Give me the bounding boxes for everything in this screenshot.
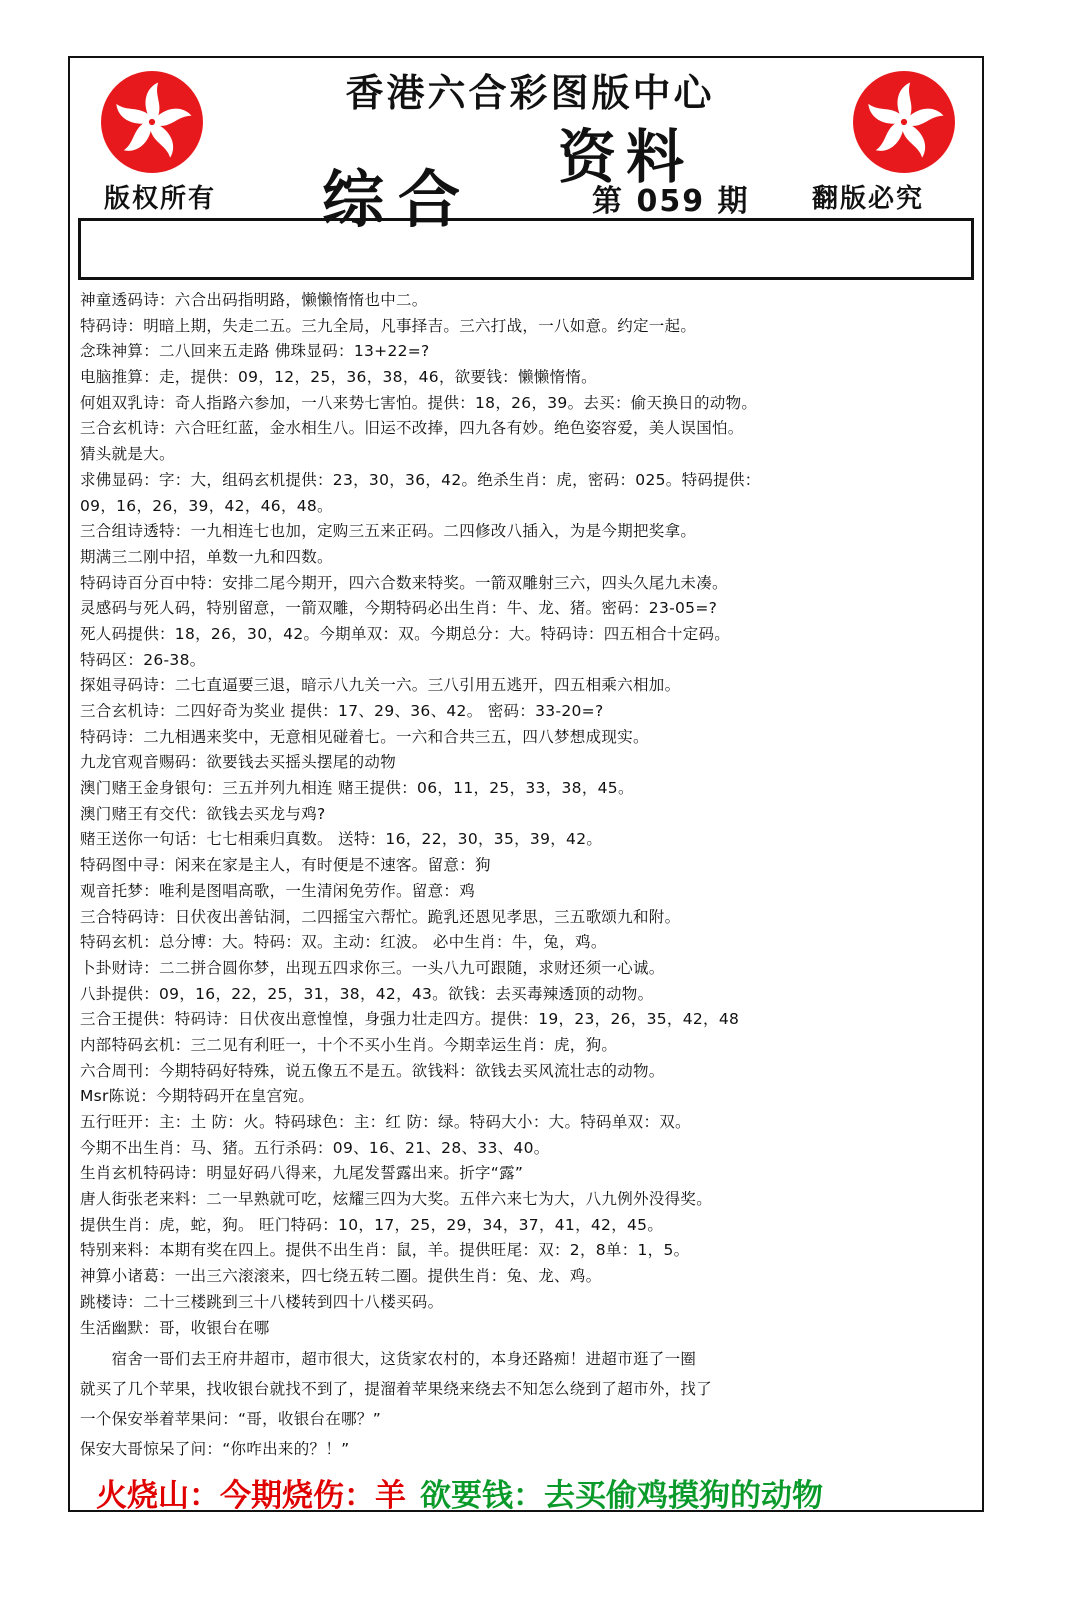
anti-piracy-label: 翻版必究 <box>812 184 925 214</box>
text-line: 今期不出生肖：马、猪。五行杀码：09、16、21、28、33、40。 <box>80 1138 550 1157</box>
humor-story <box>80 1344 980 1464</box>
content-body <box>80 288 980 1341</box>
text-line: 三合王提供：特码诗：日伏夜出意惶惶，身强力壮走四方。提供：19，23，26，35，42，48 <box>80 1010 740 1029</box>
text-line: 澳门赌王金身银句：三五并列九相连 赌王提供：06，11，25，33，38，45。 <box>80 779 634 798</box>
text-line: 死人码提供：18，26，30，42。今期单双：双。今期总分：大。特码诗：四五相合十定码。 <box>80 624 731 643</box>
text-line: 特码诗：二九相遇来奖中，无意相见碰着七。一六和合共三五，四八梦想成现实。 <box>80 727 649 746</box>
text-line: 三合玄机诗：六合旺红蓝，金水相生八。旧运不改捧，四九各有妙。绝色姿容爱，美人误国怕。 <box>80 419 744 438</box>
text-line: 特码诗百分百中特：安排二尾今期开，四六合数来特奖。一箭双雕射三六，四头久尾九未凑。 <box>80 573 728 592</box>
text-line: 探姐寻码诗：二七直逼要三退，暗示八九关一六。三八引用五逃开，四五相乘六相加。 <box>80 676 681 695</box>
issue-number: 第 059 期 <box>592 184 750 219</box>
page-title: 香港六合彩图版中心 <box>345 71 715 115</box>
text-line: 澳门赌王有交代：欲钱去买龙与鸡? <box>80 804 326 823</box>
story-line: 就买了几个苹果，找收银台就找不到了，提溜着苹果绕来绕去不知怎么绕到了超市外，找了 <box>80 1380 713 1398</box>
text-line: 特码图中寻：闲来在家是主人，有时便是不速客。留意：狗 <box>80 856 491 875</box>
text-line: 内部特码玄机：三二见有利旺一，十个不买小生肖。今期幸运生肖：虎，狗。 <box>80 1035 618 1054</box>
text-line: 赌王送你一句话：七七相乘归真数。 送特：16，22，30，35，39，42。 <box>80 830 603 849</box>
bauhinia-flower-icon <box>100 70 204 174</box>
text-line: Msr陈说：今期特码开在皇宫宛。 <box>80 1087 315 1106</box>
story-line: 保安大哥惊呆了问：“你咋出来的？！” <box>80 1440 350 1458</box>
copyright-label: 版权所有 <box>104 184 217 214</box>
story-line: 一个保安举着苹果问：“哥，收银台在哪？” <box>80 1410 382 1428</box>
text-line: 求佛显码：字：大，组码玄机提供：23，30，36，42。绝杀生肖：虎，密码：025。特码提供： <box>80 470 761 489</box>
text-line: 观音托梦：唯利是图唱高歌，一生清闲免劳作。留意：鸡 <box>80 881 476 900</box>
text-line: 特码玄机：总分博：大。特码：双。主动：红波。 必中生肖：牛，兔，鸡。 <box>80 933 607 952</box>
text-line: 特码区：26-38。 <box>80 650 206 669</box>
footer-red-text: 火烧山：今期烧伤：羊 <box>96 1478 406 1514</box>
text-line: 神童透码诗：六合出码指明路，懒懒惰惰也中二。 <box>80 291 428 309</box>
story-line: 宿舍一哥们去王府井超市，超市很大，这货家农村的，本身还路痴！进超市逛了一圈 <box>80 1350 697 1368</box>
text-line: 特别来料：本期有奖在四上。提供不出生肖：鼠，羊。提供旺尾：双：2，8单：1，5。 <box>80 1241 690 1260</box>
text-line: 生肖玄机特码诗：明显好码八得来，九尾发誓露出来。折字“露” <box>80 1164 524 1183</box>
text-line: 特码诗：明暗上期，失走二五。三九全局，凡事择吉。三六打战，一八如意。约定一起。 <box>80 316 697 335</box>
text-line: 八卦提供：09，16，22，25，31，38，42，43。欲钱：去买毒辣透顶的动物。 <box>80 984 654 1003</box>
text-line: 三合特码诗：日伏夜出善钻洞，二四摇宝六帮忙。跪乳还恩见孝思，三五歌颂九和附。 <box>80 907 681 926</box>
text-line: 生活幽默：哥，收银台在哪 <box>80 1318 270 1337</box>
text-line: 三合玄机诗：二四好奇为奖业 提供：17、29、36、42。 密码：33-20=? <box>80 702 604 720</box>
notice-box <box>78 218 974 280</box>
text-line: 何姐双乳诗：奇人指路六参加，一八来势七害怕。提供：18，26，39。去买：偷天换日的动物。 <box>80 393 758 412</box>
text-line: 09，16，26，39，42，46，48。 <box>80 496 333 515</box>
text-line: 五行旺开：主：土 防：火。特码球色：主：红 防：绿。特码大小：大。特码单双：双。 <box>80 1113 691 1131</box>
text-line: 提供生肖：虎，蛇，狗。 旺门特码：10，17，25，29，34，37，41，42，45。 <box>80 1215 664 1234</box>
text-line: 卜卦财诗：二二拼合圆你梦，出现五四求你三。一头八九可跟随，求财还须一心诚。 <box>80 958 665 977</box>
headline-big-left: 综合 <box>322 163 475 236</box>
footer-green-text: 欲要钱：去买偷鸡摸狗的动物 <box>420 1478 823 1514</box>
text-line: 期满三二刚中招，单数一九和四数。 <box>80 547 333 566</box>
text-line: 唐人街张老来料：二一早熟就可吃，炫耀三四为大奖。五伴六来七为大，八九例外没得奖。 <box>80 1190 713 1209</box>
footer-banner <box>96 1470 976 1514</box>
headline-big-right: 资料 <box>558 123 695 191</box>
text-line: 灵感码与死人码，特别留意，一箭双雕，今期特码必出生肖：牛、龙、猪。密码：23-05=? <box>80 599 718 618</box>
text-line: 猜头就是大。 <box>80 445 175 464</box>
text-line: 九龙官观音赐码：欲要钱去买摇头摆尾的动物 <box>80 753 397 772</box>
text-line: 六合周刊：今期特码好特殊，说五像五不是五。欲钱料：欲钱去买风流壮志的动物。 <box>80 1061 665 1080</box>
text-line: 三合组诗透特：一九相连七也加，定购三五来正码。二四修改八插入，为是今期把奖拿。 <box>80 522 697 541</box>
text-line: 念珠神算：二八回来五走路 佛珠显码：13+22=? <box>80 342 430 361</box>
bauhinia-flower-icon <box>852 70 956 174</box>
text-line: 跳楼诗：二十三楼跳到三十八楼转到四十八楼买码。 <box>80 1292 444 1311</box>
text-line: 神算小诸葛：一出三六滚滚来，四七绕五转二圈。提供生肖：兔、龙、鸡。 <box>80 1267 602 1286</box>
text-line: 电脑推算：走，提供：09，12，25，36，38，46，欲要钱：懒懒惰惰。 <box>80 368 597 387</box>
